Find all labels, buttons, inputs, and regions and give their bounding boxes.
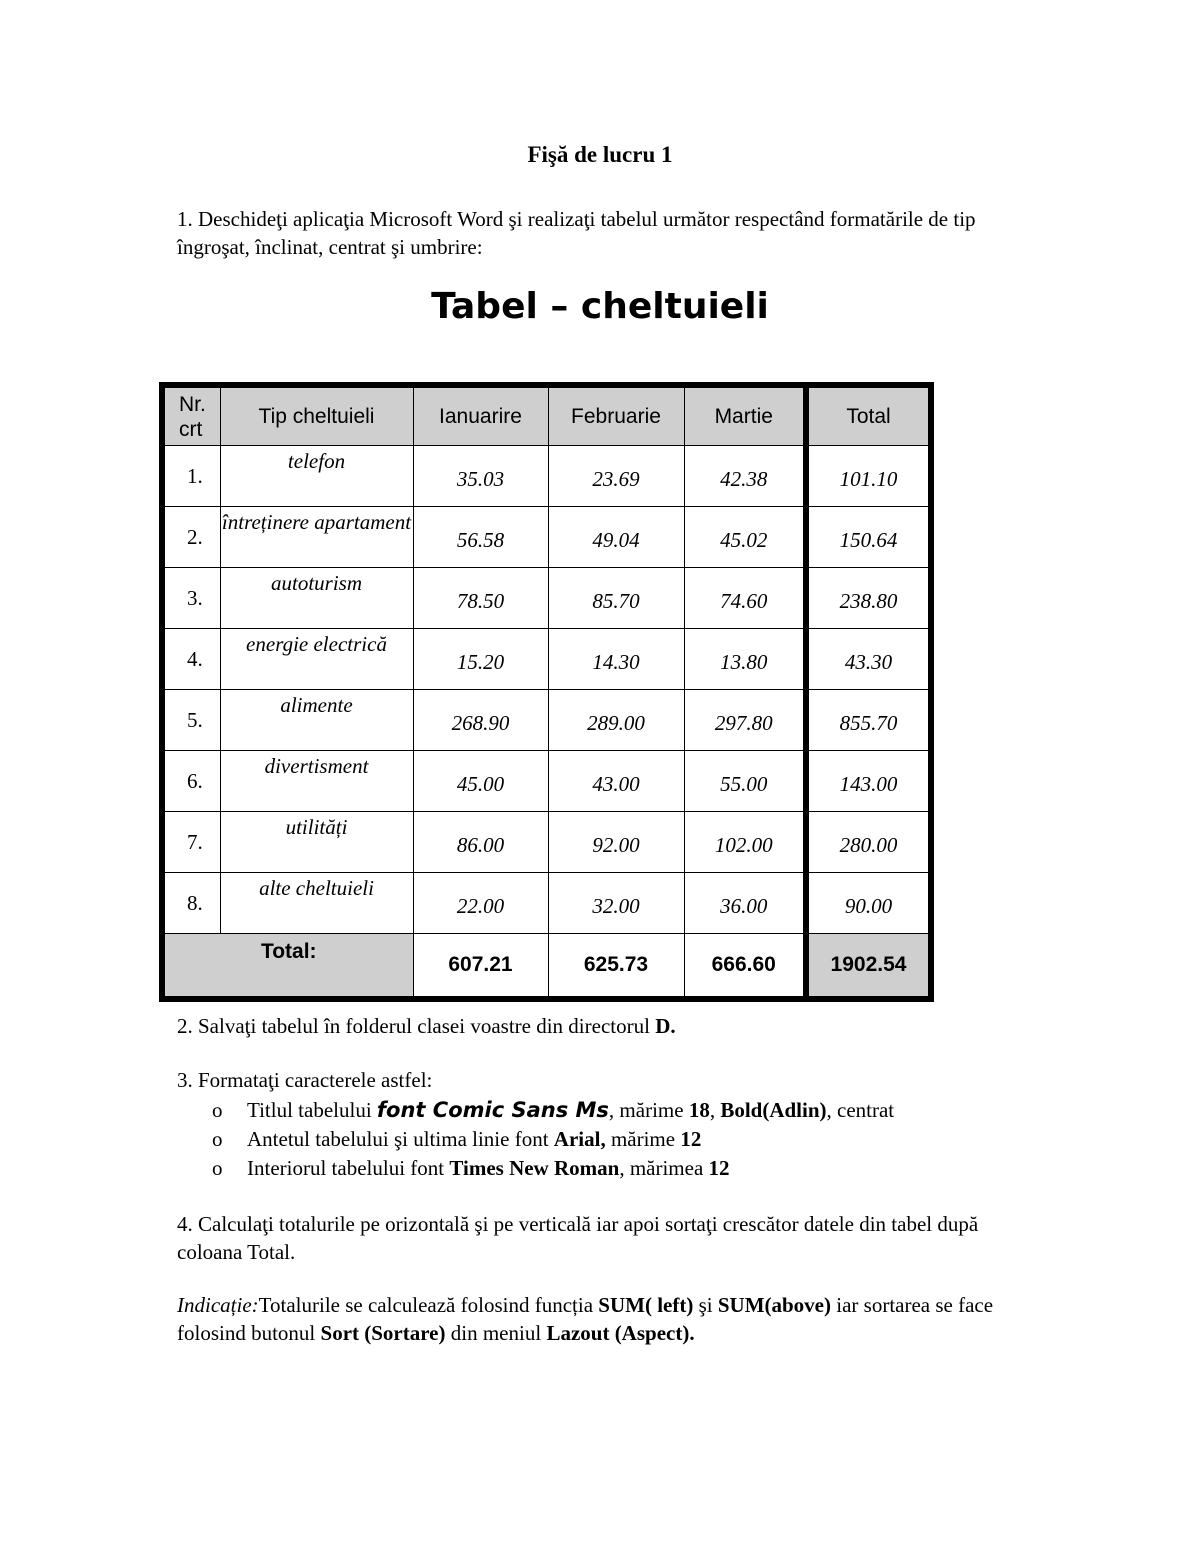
row-martie: 55.00: [684, 751, 806, 812]
row-februarie: 14.30: [548, 629, 684, 690]
row-februarie: 92.00: [548, 812, 684, 873]
list-item: [212, 1096, 894, 1125]
hint-sort-button: Sort (Sortare): [320, 1321, 446, 1345]
row-martie: 297.80: [684, 690, 806, 751]
row-number: 1.: [162, 446, 220, 507]
bullet-text: ,: [709, 1098, 721, 1122]
row-total: 238.80: [806, 568, 931, 629]
row-februarie: 23.69: [548, 446, 684, 507]
row-martie: 13.80: [684, 629, 806, 690]
row-number: 6.: [162, 751, 220, 812]
hint-function-above: SUM(above): [717, 1293, 831, 1317]
row-tip: alimente: [220, 690, 413, 751]
table-row: [162, 507, 931, 568]
font-size: 12: [708, 1156, 730, 1180]
expenses-table-wrapper: [159, 382, 934, 1002]
list-item: [212, 1125, 894, 1154]
table-row: [162, 751, 931, 812]
bullet-marker: o: [212, 1156, 223, 1180]
row-tip: utilități: [220, 812, 413, 873]
row-tip: energie electrică: [220, 629, 413, 690]
footer-ianuarie: 607.21: [413, 934, 548, 1000]
row-tip: întreținere apartament: [220, 507, 413, 568]
hint-text: şi: [693, 1293, 718, 1317]
row-tip: divertisment: [220, 751, 413, 812]
instruction-step-1: 1. Deschideţi aplicaţia Microsoft Word şi realizaţi tabelul următor respectând formatările de tip îngroşat, înclinat, centrat şi umbrire:: [177, 207, 976, 259]
table-row: [162, 629, 931, 690]
footer-februarie: 625.73: [548, 934, 684, 1000]
table-header-row: [162, 385, 931, 446]
font-name: Arial,: [553, 1127, 606, 1151]
table-row: [162, 446, 931, 507]
table-title: Tabel – cheltuieli: [431, 286, 769, 327]
table-footer-row: [162, 934, 931, 1000]
row-total: 43.30: [806, 629, 931, 690]
header-ianuarie: Ianuarire: [413, 385, 548, 446]
row-number: 4.: [162, 629, 220, 690]
hint-paragraph: [177, 1291, 1037, 1347]
row-ianuarie: 86.00: [413, 812, 548, 873]
row-ianuarie: 268.90: [413, 690, 548, 751]
instruction-step-4: 4. Calculaţi totalurile pe orizontală şi pe verticală iar apoi sortaţi crescător datele din tabel după coloana Total.: [177, 1212, 979, 1264]
hint-text: Totalurile se calculează folosind funcția: [258, 1293, 599, 1317]
row-martie: 74.60: [684, 568, 806, 629]
row-total: 90.00: [806, 873, 931, 934]
row-februarie: 32.00: [548, 873, 684, 934]
row-number: 8.: [162, 873, 220, 934]
page-title: Fişă de lucru 1: [527, 142, 673, 167]
bullet-marker: o: [212, 1127, 223, 1151]
row-ianuarie: 35.03: [413, 446, 548, 507]
table-row: [162, 568, 931, 629]
font-size: 12: [680, 1127, 702, 1151]
row-number: 3.: [162, 568, 220, 629]
bullet-text: , mărime: [608, 1098, 689, 1122]
table-row: [162, 873, 931, 934]
instruction-step-3: 3. Formataţi caracterele astfel:: [177, 1068, 433, 1092]
footer-total-label: Total:: [162, 934, 413, 1000]
bullet-text: Interiorul tabelului font: [247, 1156, 450, 1180]
row-februarie: 289.00: [548, 690, 684, 751]
row-februarie: 43.00: [548, 751, 684, 812]
step2-text: 2. Salvaţi tabelul în folderul clasei voastre din directorul: [177, 1014, 656, 1038]
header-total: Total: [806, 385, 931, 446]
font-style: Bold(Adlin): [720, 1098, 827, 1122]
bullet-text: mărime: [605, 1127, 681, 1151]
row-number: 7.: [162, 812, 220, 873]
row-ianuarie: 22.00: [413, 873, 548, 934]
row-total: 280.00: [806, 812, 931, 873]
hint-label: Indicație:: [177, 1293, 259, 1317]
table-row: [162, 812, 931, 873]
row-ianuarie: 78.50: [413, 568, 548, 629]
instruction-step-2: [177, 1012, 1037, 1040]
table-row: [162, 690, 931, 751]
header-februarie: Februarie: [548, 385, 684, 446]
hint-text: din meniul: [445, 1321, 547, 1345]
row-martie: 36.00: [684, 873, 806, 934]
bullet-text: Titlul tabelului: [247, 1098, 377, 1122]
row-tip: autoturism: [220, 568, 413, 629]
bullet-text: , mărimea: [619, 1156, 709, 1180]
row-ianuarie: 45.00: [413, 751, 548, 812]
hint-function-left: SUM( left): [598, 1293, 694, 1317]
expenses-table: [159, 382, 934, 1002]
bullet-text: , centrat: [826, 1098, 895, 1122]
formatting-list: [212, 1096, 894, 1183]
row-total: 101.10: [806, 446, 931, 507]
row-total: 150.64: [806, 507, 931, 568]
font-name: Times New Roman: [449, 1156, 620, 1180]
list-item: [212, 1154, 894, 1183]
row-number: 5.: [162, 690, 220, 751]
row-martie: 42.38: [684, 446, 806, 507]
row-martie: 102.00: [684, 812, 806, 873]
header-martie: Martie: [684, 385, 806, 446]
hint-text: iar sortarea se face folosind butonul: [177, 1293, 994, 1345]
row-ianuarie: 56.58: [413, 507, 548, 568]
row-februarie: 49.04: [548, 507, 684, 568]
row-total: 143.00: [806, 751, 931, 812]
row-ianuarie: 15.20: [413, 629, 548, 690]
row-tip: telefon: [220, 446, 413, 507]
row-tip: alte cheltuieli: [220, 873, 413, 934]
font-name: font Comic Sans Ms: [376, 1098, 609, 1122]
bullet-text: Antetul tabelului şi ultima linie font: [247, 1127, 554, 1151]
header-tip-cheltuieli: Tip cheltuieli: [220, 385, 413, 446]
bullet-marker: o: [212, 1098, 223, 1122]
footer-grand-total: 1902.54: [806, 934, 931, 1000]
row-februarie: 85.70: [548, 568, 684, 629]
header-nr-crt: Nr. crt: [162, 385, 220, 446]
step2-drive: D.: [655, 1014, 676, 1038]
hint-menu: Lazout (Aspect).: [546, 1321, 695, 1345]
row-martie: 45.02: [684, 507, 806, 568]
row-total: 855.70: [806, 690, 931, 751]
row-number: 2.: [162, 507, 220, 568]
font-size: 18: [688, 1098, 710, 1122]
footer-martie: 666.60: [684, 934, 806, 1000]
